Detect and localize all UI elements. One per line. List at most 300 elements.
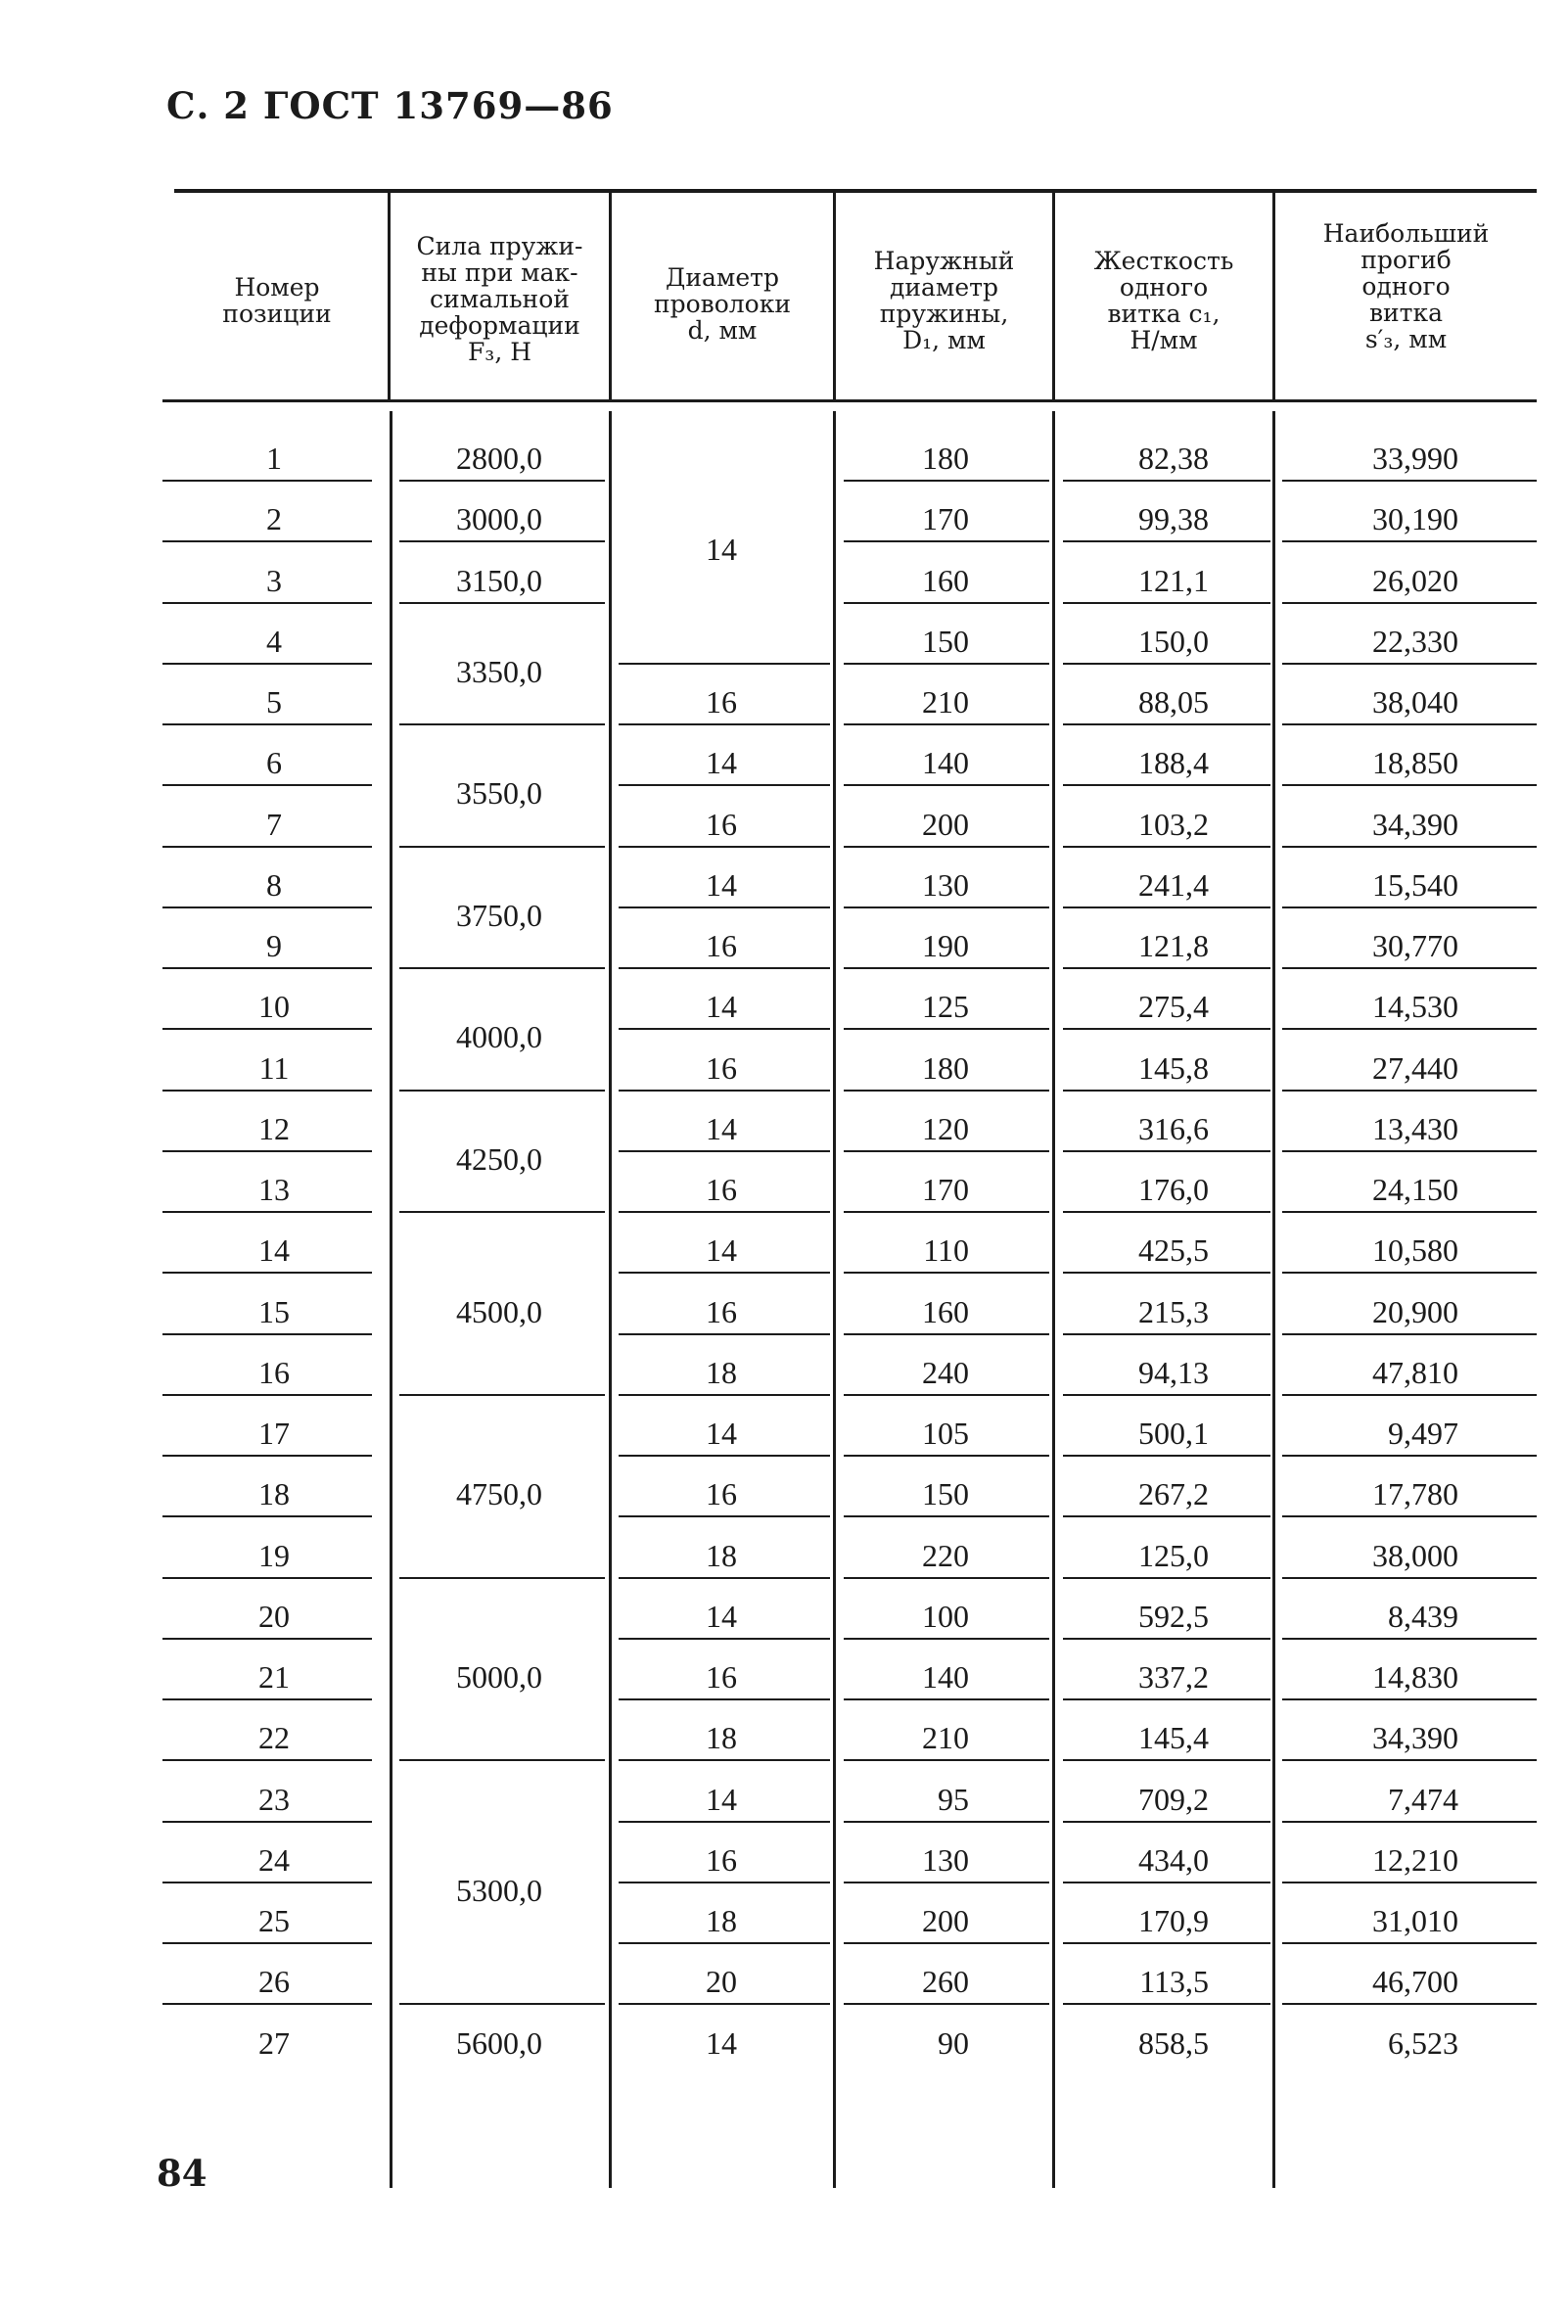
- group-rule: [619, 1028, 830, 1030]
- row-rule: [1282, 2003, 1537, 2005]
- position-cell: 4: [266, 623, 282, 659]
- position-cell: 15: [258, 1293, 290, 1329]
- deflection-cell: 12,210: [1372, 1841, 1458, 1878]
- group-rule: [619, 967, 830, 969]
- outer-diameter-cell: 260: [922, 1964, 969, 2000]
- outer-diameter-cell: 140: [922, 745, 969, 781]
- group-rule: [619, 1515, 830, 1517]
- page-header: С. 2 ГОСТ 13769—86: [166, 84, 614, 127]
- wire-diameter-cell: 16: [706, 806, 737, 842]
- row-rule: [1282, 967, 1537, 969]
- row-rule: [844, 1028, 1049, 1030]
- outer-diameter-cell: 100: [922, 1598, 969, 1634]
- outer-diameter-cell: 240: [922, 1354, 969, 1390]
- position-cell: 7: [266, 806, 282, 842]
- group-rule: [619, 1394, 830, 1396]
- row-rule: [1063, 2003, 1270, 2005]
- header-line: ны при мак-: [421, 258, 578, 287]
- wire-diameter-cell: 14: [706, 745, 737, 781]
- stiffness-cell: 150,0: [1138, 623, 1209, 659]
- position-cell: 5: [266, 684, 282, 720]
- deflection-cell: 34,390: [1372, 806, 1458, 842]
- deflection-cell: 27,440: [1372, 1049, 1458, 1086]
- row-rule: [162, 784, 372, 786]
- row-rule: [844, 784, 1049, 786]
- outer-diameter-cell: 140: [922, 1659, 969, 1695]
- position-cell: 11: [258, 1049, 290, 1086]
- row-rule: [162, 1394, 372, 1396]
- row-rule: [162, 1638, 372, 1640]
- row-rule: [844, 846, 1049, 848]
- row-rule: [1063, 540, 1270, 542]
- wire-diameter-cell: 18: [706, 1537, 737, 1573]
- row-rule: [162, 1333, 372, 1335]
- outer-diameter-cell: 95: [938, 1781, 969, 1817]
- row-rule: [1063, 723, 1270, 725]
- wire-diameter-cell: 14: [706, 1232, 737, 1269]
- header-position: [166, 274, 388, 327]
- position-cell: 26: [258, 1964, 290, 2000]
- row-rule: [162, 1028, 372, 1030]
- position-cell: 18: [258, 1476, 290, 1512]
- row-rule: [1063, 1882, 1270, 1883]
- row-rule: [844, 1882, 1049, 1883]
- row-rule: [1063, 1759, 1270, 1761]
- row-rule: [844, 663, 1049, 665]
- row-rule: [162, 1272, 372, 1274]
- header-line: Н/мм: [1130, 326, 1198, 354]
- header-line: Жесткость: [1093, 247, 1234, 275]
- outer-diameter-cell: 105: [922, 1416, 969, 1451]
- row-rule: [1282, 784, 1537, 786]
- row-rule: [162, 602, 372, 604]
- header-line: одного: [1361, 272, 1451, 301]
- outer-diameter-cell: 180: [922, 441, 969, 476]
- position-cell: 19: [258, 1537, 290, 1573]
- row-rule: [1282, 1882, 1537, 1883]
- group-rule: [619, 846, 830, 848]
- stiffness-cell: 145,4: [1138, 1720, 1209, 1756]
- stiffness-cell: 858,5: [1138, 2024, 1209, 2061]
- force-cell: 3550,0: [456, 775, 542, 812]
- header-line: позиции: [222, 300, 332, 328]
- group-rule: [619, 1333, 830, 1335]
- stiffness-cell: 113,5: [1139, 1964, 1209, 2000]
- wire-diameter-cell: 16: [706, 928, 737, 963]
- wire-diameter-cell: 20: [706, 1964, 737, 2000]
- row-rule: [1282, 1455, 1537, 1457]
- outer-diameter-cell: 170: [922, 1172, 969, 1207]
- header-line: Номер: [234, 273, 320, 302]
- outer-diameter-cell: 130: [922, 866, 969, 903]
- row-rule: [1282, 1638, 1537, 1640]
- group-rule: [399, 1577, 605, 1579]
- row-rule: [1063, 846, 1270, 848]
- group-rule: [399, 2003, 605, 2005]
- header-line: витка c₁,: [1107, 300, 1221, 328]
- stiffness-cell: 316,6: [1138, 1110, 1209, 1146]
- row-rule: [162, 1821, 372, 1823]
- position-cell: 13: [258, 1172, 290, 1207]
- outer-diameter-cell: 170: [922, 501, 969, 537]
- force-cell: 3150,0: [456, 562, 542, 598]
- group-rule: [619, 1455, 830, 1457]
- row-rule: [162, 1090, 372, 1092]
- wire-diameter-cell: 14: [706, 1110, 737, 1146]
- row-rule: [1282, 846, 1537, 848]
- deflection-cell: 9,497: [1388, 1416, 1458, 1451]
- row-rule: [844, 1394, 1049, 1396]
- group-rule: [619, 906, 830, 908]
- stiffness-cell: 125,0: [1138, 1537, 1209, 1573]
- stiffness-cell: 337,2: [1138, 1659, 1209, 1695]
- deflection-cell: 13,430: [1372, 1110, 1458, 1146]
- group-rule: [619, 784, 830, 786]
- row-rule: [844, 1698, 1049, 1700]
- group-rule: [399, 480, 605, 482]
- stiffness-cell: 500,1: [1138, 1416, 1209, 1451]
- stiffness-cell: 434,0: [1138, 1841, 1209, 1878]
- group-rule: [619, 1211, 830, 1213]
- group-rule: [619, 1090, 830, 1092]
- row-rule: [844, 1942, 1049, 1944]
- deflection-cell: 38,040: [1372, 684, 1458, 720]
- header-line: прогиб: [1360, 246, 1452, 274]
- header-line: проволоки: [653, 290, 792, 318]
- group-rule: [399, 1090, 605, 1092]
- row-rule: [1063, 1150, 1270, 1152]
- row-rule: [1063, 1028, 1270, 1030]
- group-rule: [619, 663, 830, 665]
- force-cell: 4500,0: [456, 1293, 542, 1329]
- group-rule: [399, 1211, 605, 1213]
- wire-diameter-cell: 16: [706, 1476, 737, 1512]
- row-rule: [1282, 1942, 1537, 1944]
- row-rule: [1282, 723, 1537, 725]
- stiffness-cell: 82,38: [1138, 441, 1209, 476]
- force-cell: 4250,0: [456, 1140, 542, 1177]
- deflection-cell: 18,850: [1372, 745, 1458, 781]
- row-rule: [844, 1272, 1049, 1274]
- row-rule: [1063, 1272, 1270, 1274]
- position-cell: 25: [258, 1903, 290, 1938]
- row-rule: [162, 1455, 372, 1457]
- force-cell: 2800,0: [456, 441, 542, 476]
- stiffness-cell: 99,38: [1138, 501, 1209, 537]
- stiffness-cell: 188,4: [1138, 745, 1209, 781]
- row-rule: [1282, 1333, 1537, 1335]
- deflection-cell: 24,150: [1372, 1172, 1458, 1207]
- row-rule: [844, 540, 1049, 542]
- deflection-cell: 46,700: [1372, 1964, 1458, 2000]
- header-line: F₃, Н: [467, 338, 532, 366]
- header-line: диаметр: [889, 273, 999, 302]
- group-rule: [619, 1882, 830, 1883]
- row-rule: [1063, 1577, 1270, 1579]
- force-cell: 5600,0: [456, 2024, 542, 2061]
- column-divider: [1052, 411, 1055, 2188]
- header-line: Сила пружи-: [416, 232, 583, 260]
- header-deflection: [1275, 220, 1537, 352]
- row-rule: [1282, 480, 1537, 482]
- deflection-cell: 20,900: [1372, 1293, 1458, 1329]
- position-cell: 12: [258, 1110, 290, 1146]
- row-rule: [162, 1759, 372, 1761]
- outer-diameter-cell: 200: [922, 806, 969, 842]
- row-rule: [844, 1150, 1049, 1152]
- group-rule: [619, 1150, 830, 1152]
- row-rule: [844, 1455, 1049, 1457]
- force-cell: 4750,0: [456, 1476, 542, 1512]
- wire-diameter-cell: 14: [706, 1598, 737, 1634]
- deflection-cell: 14,830: [1372, 1659, 1458, 1695]
- row-rule: [1063, 1698, 1270, 1700]
- row-rule: [844, 906, 1049, 908]
- row-rule: [162, 2003, 372, 2005]
- stiffness-cell: 121,1: [1138, 562, 1209, 598]
- deflection-cell: 47,810: [1372, 1354, 1458, 1390]
- column-divider: [1272, 411, 1275, 2188]
- position-cell: 22: [258, 1720, 290, 1756]
- row-rule: [1063, 1942, 1270, 1944]
- row-rule: [1282, 1759, 1537, 1761]
- stiffness-cell: 176,0: [1138, 1172, 1209, 1207]
- wire-diameter-cell: 16: [706, 1659, 737, 1695]
- row-rule: [1282, 1028, 1537, 1030]
- header-line: витка: [1368, 299, 1444, 327]
- wire-diameter-cell: 16: [706, 1172, 737, 1207]
- row-rule: [162, 967, 372, 969]
- deflection-cell: 17,780: [1372, 1476, 1458, 1512]
- group-rule: [619, 2003, 830, 2005]
- row-rule: [1282, 663, 1537, 665]
- header-line: симальной: [430, 285, 570, 313]
- wire-diameter-cell: 16: [706, 1293, 737, 1329]
- position-cell: 3: [266, 562, 282, 598]
- force-cell: 3350,0: [456, 653, 542, 689]
- force-cell: 5300,0: [456, 1872, 542, 1908]
- group-rule: [399, 540, 605, 542]
- wire-diameter-cell: 14: [706, 532, 737, 568]
- row-rule: [162, 540, 372, 542]
- group-rule: [399, 602, 605, 604]
- outer-diameter-cell: 210: [922, 1720, 969, 1756]
- row-rule: [1063, 1455, 1270, 1457]
- row-rule: [162, 723, 372, 725]
- row-rule: [844, 1577, 1049, 1579]
- group-rule: [399, 723, 605, 725]
- group-rule: [619, 1821, 830, 1823]
- page-number: 84: [157, 2152, 208, 2195]
- wire-diameter-cell: 14: [706, 866, 737, 903]
- group-rule: [399, 1394, 605, 1396]
- row-rule: [162, 1882, 372, 1883]
- row-rule: [1063, 967, 1270, 969]
- deflection-cell: 30,190: [1372, 501, 1458, 537]
- group-rule: [399, 1759, 605, 1761]
- row-rule: [162, 480, 372, 482]
- deflection-cell: 15,540: [1372, 866, 1458, 903]
- row-rule: [1063, 1090, 1270, 1092]
- outer-diameter-cell: 160: [922, 562, 969, 598]
- table-top-rule: [174, 189, 1537, 193]
- position-cell: 23: [258, 1781, 290, 1817]
- position-cell: 20: [258, 1598, 290, 1634]
- wire-diameter-cell: 14: [706, 2024, 737, 2061]
- deflection-cell: 33,990: [1372, 441, 1458, 476]
- deflection-cell: 6,523: [1388, 2024, 1458, 2061]
- position-cell: 10: [258, 989, 290, 1025]
- outer-diameter-cell: 90: [938, 2024, 969, 2061]
- row-rule: [844, 1821, 1049, 1823]
- row-rule: [1282, 906, 1537, 908]
- row-rule: [1063, 1394, 1270, 1396]
- header-stiffness: [1055, 248, 1272, 353]
- row-rule: [162, 846, 372, 848]
- wire-diameter-cell: 14: [706, 1416, 737, 1451]
- deflection-cell: 10,580: [1372, 1232, 1458, 1269]
- position-cell: 6: [266, 745, 282, 781]
- row-rule: [844, 602, 1049, 604]
- row-rule: [1063, 784, 1270, 786]
- header-force: [391, 233, 609, 365]
- stiffness-cell: 592,5: [1138, 1598, 1209, 1634]
- wire-diameter-cell: 16: [706, 1049, 737, 1086]
- header-line: деформации: [419, 311, 580, 340]
- stiffness-cell: 170,9: [1138, 1903, 1209, 1938]
- group-rule: [619, 723, 830, 725]
- group-rule: [619, 1577, 830, 1579]
- row-rule: [1063, 1638, 1270, 1640]
- row-rule: [1282, 540, 1537, 542]
- row-rule: [1063, 1211, 1270, 1213]
- position-cell: 2: [266, 501, 282, 537]
- wire-diameter-cell: 16: [706, 1841, 737, 1878]
- outer-diameter-cell: 180: [922, 1049, 969, 1086]
- group-rule: [619, 1759, 830, 1761]
- header-line: Диаметр: [666, 263, 779, 292]
- row-rule: [162, 1698, 372, 1700]
- position-cell: 9: [266, 928, 282, 963]
- wire-diameter-cell: 14: [706, 989, 737, 1025]
- wire-diameter-cell: 18: [706, 1903, 737, 1938]
- stiffness-cell: 121,8: [1138, 928, 1209, 963]
- row-rule: [844, 1333, 1049, 1335]
- position-cell: 8: [266, 866, 282, 903]
- header-bottom-rule: [162, 399, 1537, 402]
- row-rule: [844, 2003, 1049, 2005]
- position-cell: 16: [258, 1354, 290, 1390]
- header-outer-diameter: [836, 248, 1052, 353]
- position-cell: 24: [258, 1841, 290, 1878]
- stiffness-cell: 88,05: [1138, 684, 1209, 720]
- group-rule: [399, 967, 605, 969]
- row-rule: [844, 1638, 1049, 1640]
- header-line: Наибольший: [1322, 219, 1490, 248]
- row-rule: [1282, 1821, 1537, 1823]
- row-rule: [844, 1515, 1049, 1517]
- row-rule: [162, 1942, 372, 1944]
- group-rule: [399, 846, 605, 848]
- header-line: d, мм: [687, 316, 758, 345]
- stiffness-cell: 94,13: [1138, 1354, 1209, 1390]
- row-rule: [162, 906, 372, 908]
- header-line: Наружный: [873, 247, 1015, 275]
- header-line: одного: [1119, 273, 1209, 302]
- row-rule: [1063, 602, 1270, 604]
- stiffness-cell: 275,4: [1138, 989, 1209, 1025]
- row-rule: [162, 663, 372, 665]
- position-cell: 14: [258, 1232, 290, 1269]
- force-cell: 3000,0: [456, 501, 542, 537]
- row-rule: [1282, 1272, 1537, 1274]
- row-rule: [1282, 1211, 1537, 1213]
- group-rule: [619, 1272, 830, 1274]
- group-rule: [619, 1638, 830, 1640]
- row-rule: [1282, 1394, 1537, 1396]
- outer-diameter-cell: 130: [922, 1841, 969, 1878]
- stiffness-cell: 215,3: [1138, 1293, 1209, 1329]
- outer-diameter-cell: 150: [922, 623, 969, 659]
- group-rule: [619, 1942, 830, 1944]
- position-cell: 17: [258, 1416, 290, 1451]
- row-rule: [844, 967, 1049, 969]
- group-rule: [619, 1698, 830, 1700]
- outer-diameter-cell: 150: [922, 1476, 969, 1512]
- stiffness-cell: 425,5: [1138, 1232, 1209, 1269]
- row-rule: [1282, 1515, 1537, 1517]
- row-rule: [162, 1211, 372, 1213]
- row-rule: [1282, 1577, 1537, 1579]
- outer-diameter-cell: 110: [923, 1232, 969, 1269]
- row-rule: [844, 1090, 1049, 1092]
- outer-diameter-cell: 190: [922, 928, 969, 963]
- stiffness-cell: 709,2: [1138, 1781, 1209, 1817]
- row-rule: [1282, 1698, 1537, 1700]
- row-rule: [1282, 602, 1537, 604]
- row-rule: [1063, 663, 1270, 665]
- deflection-cell: 34,390: [1372, 1720, 1458, 1756]
- outer-diameter-cell: 220: [922, 1537, 969, 1573]
- stiffness-cell: 145,8: [1138, 1049, 1209, 1086]
- row-rule: [1063, 480, 1270, 482]
- row-rule: [1282, 1150, 1537, 1152]
- outer-diameter-cell: 200: [922, 1903, 969, 1938]
- position-cell: 27: [258, 2024, 290, 2061]
- row-rule: [1063, 1515, 1270, 1517]
- force-cell: 4000,0: [456, 1019, 542, 1055]
- row-rule: [1063, 906, 1270, 908]
- header-wire-diameter: [612, 264, 833, 344]
- wire-diameter-cell: 14: [706, 1781, 737, 1817]
- outer-diameter-cell: 120: [922, 1110, 969, 1146]
- row-rule: [1063, 1333, 1270, 1335]
- header-line: пружины,: [879, 300, 1009, 328]
- wire-diameter-cell: 18: [706, 1720, 737, 1756]
- deflection-cell: 7,474: [1388, 1781, 1458, 1817]
- deflection-cell: 30,770: [1372, 928, 1458, 963]
- stiffness-cell: 241,4: [1138, 866, 1209, 903]
- row-rule: [162, 1150, 372, 1152]
- outer-diameter-cell: 210: [922, 684, 969, 720]
- row-rule: [844, 480, 1049, 482]
- deflection-cell: 8,439: [1388, 1598, 1458, 1634]
- column-divider: [609, 411, 612, 2188]
- stiffness-cell: 267,2: [1138, 1476, 1209, 1512]
- stiffness-cell: 103,2: [1138, 806, 1209, 842]
- row-rule: [1282, 1090, 1537, 1092]
- deflection-cell: 38,000: [1372, 1537, 1458, 1573]
